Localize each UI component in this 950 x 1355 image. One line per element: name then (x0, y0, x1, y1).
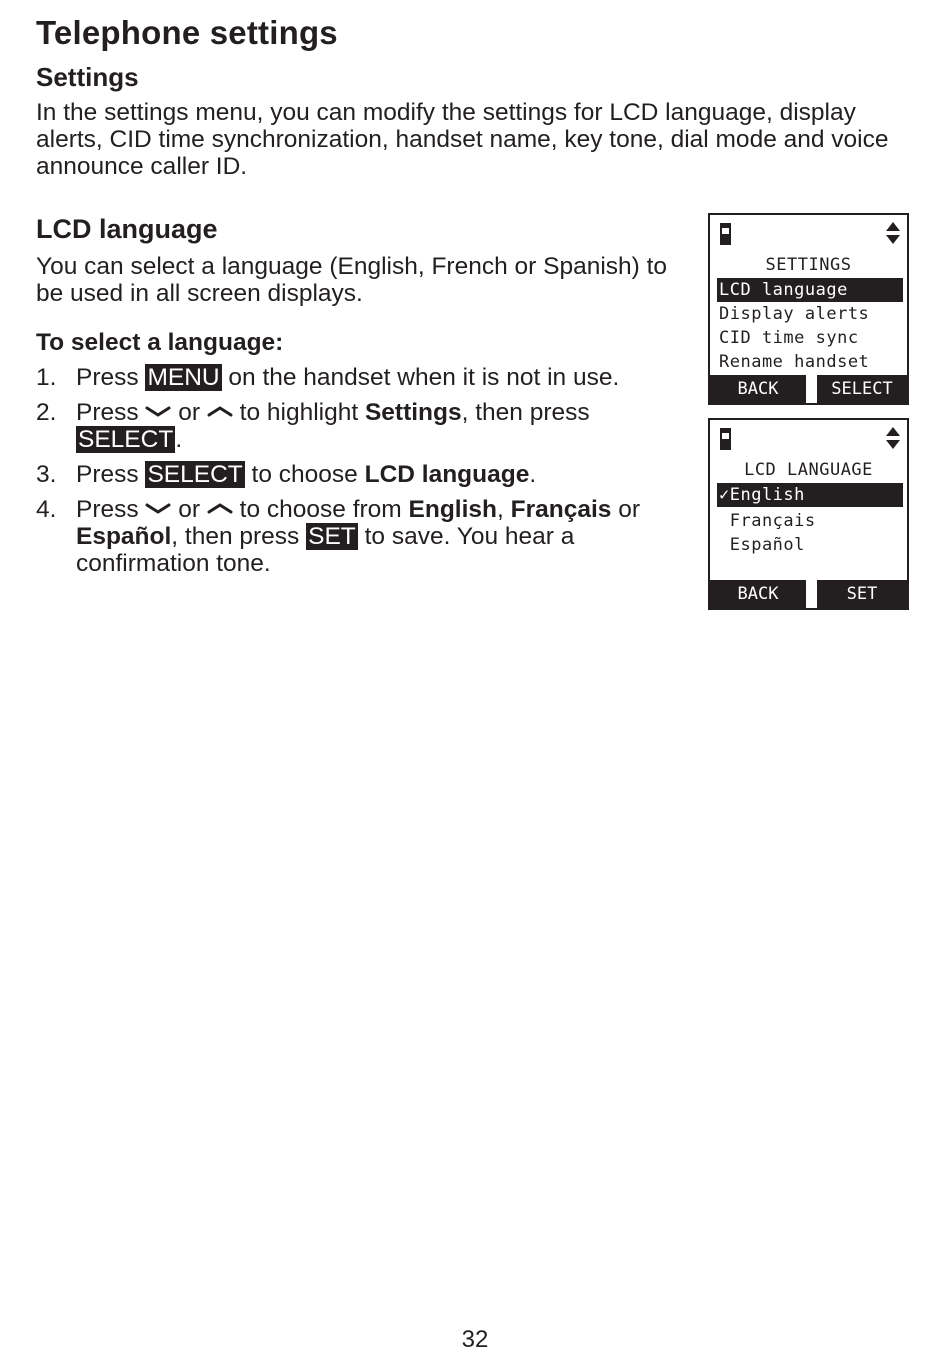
step-text: Press (76, 399, 146, 426)
lcd-menu-item: Français (719, 511, 816, 531)
step-text: on the handset when it is not in use. (221, 364, 620, 391)
softkey-back: BACK (710, 375, 806, 403)
step-text: or (171, 496, 207, 523)
select-key-label: SELECT (147, 461, 243, 488)
chevron-down-icon (145, 501, 171, 515)
step-3 (36, 461, 676, 488)
step-number: 3. (36, 461, 57, 488)
step-text: . (175, 426, 183, 453)
softkey-set: SET (817, 580, 907, 608)
settings-emphasis: Settings (364, 399, 462, 426)
lcd-menu-item: LCD language (717, 278, 903, 302)
lcd-language-heading: LCD language (36, 214, 218, 244)
lcd-menu-item: ✓English (717, 483, 903, 507)
step-text: to save. You hear a confirmation tone. (76, 523, 575, 577)
set-key-label: SET (308, 523, 356, 550)
step-text: or (171, 399, 207, 426)
step-text: Press (76, 461, 146, 488)
procedure-heading: To select a language: (36, 329, 284, 356)
menu-key-label: MENU (147, 364, 220, 391)
scroll-arrows-icon (885, 221, 901, 245)
step-number: 4. (36, 496, 57, 523)
lcd-language-screen-illustration (708, 418, 909, 610)
lcd-menu-item: Rename handset (719, 352, 870, 372)
lcd-header: SETTINGS (765, 255, 852, 275)
settings-screen-illustration (708, 213, 909, 405)
chevron-up-icon (207, 404, 233, 418)
step-text: to choose from (232, 496, 409, 523)
lcd-language-emphasis: LCD language (364, 461, 530, 488)
battery-icon (720, 223, 731, 245)
page-title: Telephone settings (36, 14, 338, 51)
step-number: 1. (36, 364, 57, 391)
page-number: 32 (461, 1326, 489, 1353)
intro-paragraph: In the settings menu, you can modify the settings for LCD language, display alerts, CID time synchronization, handset name, key tone, dial mode and voice announce caller ID. (36, 99, 889, 180)
lcd-header: LCD LANGUAGE (744, 460, 873, 480)
step-2 (36, 399, 676, 453)
step-text: or (611, 496, 640, 523)
section-heading: Settings (36, 62, 139, 92)
softkey-select: SELECT (817, 375, 907, 403)
step-4 (36, 496, 676, 577)
chevron-up-icon (207, 501, 233, 515)
softkey-bar (710, 375, 907, 403)
step-text: , then press (461, 399, 590, 426)
step-text: , then press (171, 523, 307, 550)
step-text: , (497, 496, 511, 523)
step-text: to highlight (232, 399, 365, 426)
battery-icon (720, 428, 731, 450)
step-number: 2. (36, 399, 57, 426)
lcd-menu-item: CID time sync (719, 328, 859, 348)
step-text: . (529, 461, 537, 488)
step-text: Press (76, 496, 146, 523)
softkey-back: BACK (710, 580, 806, 608)
step-text: to choose (244, 461, 365, 488)
chevron-down-icon (145, 404, 171, 418)
softkey-bar (710, 580, 907, 608)
lcd-language-description: You can select a language (English, French or Spanish) to be used in all screen displays. (36, 253, 668, 307)
steps-list (36, 364, 676, 585)
lcd-menu-item: Display alerts (719, 304, 870, 324)
select-key-label: SELECT (78, 426, 174, 453)
espanol-emphasis: Español (76, 523, 172, 550)
english-emphasis: English (408, 496, 497, 523)
francais-emphasis: Français (510, 496, 612, 523)
step-text: Press (76, 364, 146, 391)
step-1 (36, 364, 676, 391)
scroll-arrows-icon (885, 426, 901, 450)
lcd-menu-item: Español (719, 535, 805, 555)
